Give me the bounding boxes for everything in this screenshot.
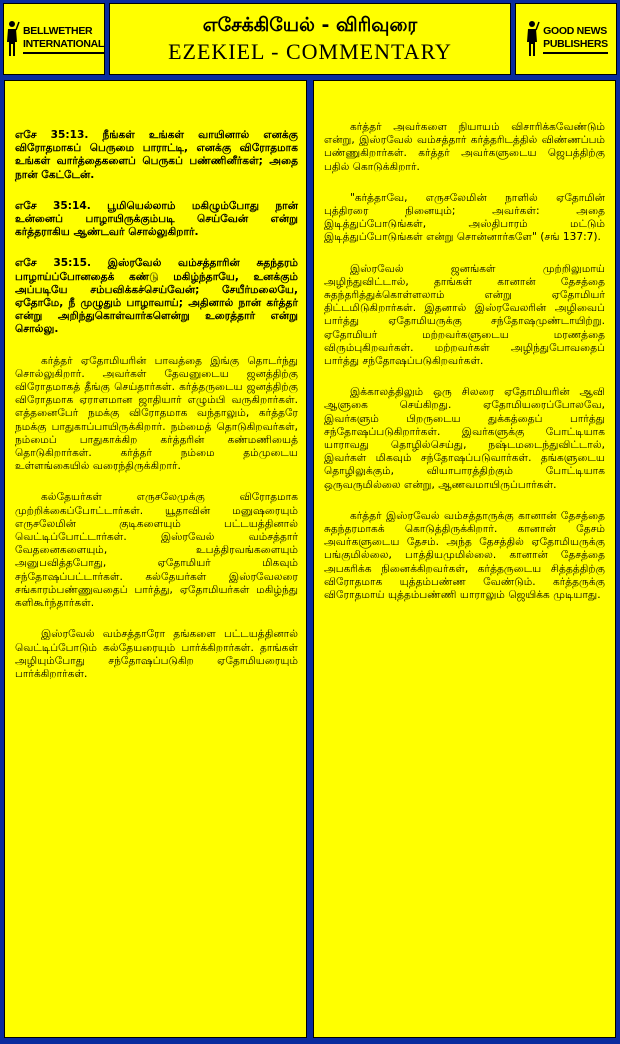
title-tamil: எசேக்கியேல் - விரிவுரை <box>202 14 418 36</box>
commentary-paragraph: இக்காலத்திலும் ஒரு சிலரை ஏதோமியரின் ஆவி ஆளுகை செய்கிறது. ஏதோமியரைப்போலவே, இவர்களும் பிறருடைய துக்கத்தைப் பார்த்து சந்தோஷப்படுகிறார்கள். இவர்களுக்கு போட்டியாக யாராவது தொழில்செய்து, நஷ்டமடைந்துவிட்டால், இவர்கள் மிகவும் சந்தோஷப்படுவார்கள். தங்களுடைய தொழிலுக்கும், வியாபாரத்திற்கும் போட்டியாக ஒருவருமில்லை என்று, ஆணவமாயிருப்பார்கள். <box>324 386 605 491</box>
verse-35-14: எசே 35:14. பூமியெல்லாம் மகிழும்போது நான் உன்னைப் பாழாயிருக்கும்படி செய்வேன் என்று கர்த்தராகிய ஆண்டவர் சொல்லுகிறார். <box>15 199 298 239</box>
bellwether-line2: INTERNATIONAL <box>22 37 105 50</box>
page-header <box>3 3 617 75</box>
psalm-quote: "கர்த்தாவே, எருசலேமின் நாளில் ஏதோமின் புத்திரரை நினையும்; அவர்கள்: அதை இடித்துப்போடுங்கள், அஸ்திபாரம் மட்டும் இடித்துப்போடுங்கள் என்று சொன்னார்களே" (சங் 137:7). <box>324 191 605 244</box>
commentary-paragraph: இஸ்ரவேல் ஜனங்கள் முற்றிலுமாய் அழிந்துவிட்டால், தாங்கள் கானான் தேசத்தை சுதந்தரித்துக்கொள்ளலாம் என்று ஏதோமியர் திட்டமிடுகிறார்கள். இதனால் இஸ்ரவேலரின் அழிவைப் பார்த்து ஏதோமியருக்கு சந்தோஷமுண்டாயிற்று. ஏதோமியர் மற்றவர்களுடைய மரணத்தை விரும்புகிறவர்கள். மற்றவர்கள் அழிந்துபோவதைப் பார்த்து சந்தோஷப்படுகிறவர்கள். <box>324 262 605 368</box>
good-news-logo <box>515 3 617 75</box>
commentary-paragraph: கர்த்தர் அவர்களை நியாயம் விசாரிக்கவேண்டும் என்று, இஸ்ரவேல் வம்சத்தார் கர்த்தரிடத்தில் விண்ணப்பம் பண்ணுகிறார்கள். கர்த்தர் அவர்களுடைய ஜெபத்திற்கு பதில் கொடுக்கிறார். <box>324 121 605 173</box>
verse-35-15: எசே 35:15. இஸ்ரவேல் வம்சத்தாரின் சுதந்தரம் பாழாய்ப்போனதைக் கண்டு மகிழ்ந்தாயே, உனக்கும் அப்படியே சம்பவிக்கச்செய்வேன்; சேயீர்மலையே, ஏதோமே, நீ முழுதும் பாழாவாய்; அதினால் நான் கர்த்தர் என்று அறிந்துகொள்வார்களென்று உரைத்தார் என்று சொல்லு. <box>15 257 298 336</box>
bellwether-figure-icon <box>4 20 20 58</box>
commentary-paragraph: இஸ்ரவேல் வம்சத்தாரோ தங்களை பட்டயத்தினால் வெட்டிப்போடும் கல்தேயரையும் பார்க்கிறார்கள். தாங்கள் அழியும்போது சந்தோஷப்படுகிற ஏதோமியரையும் பார்க்கிறார்கள். <box>15 628 298 680</box>
good-news-line2: PUBLISHERS <box>543 37 608 50</box>
commentary-paragraph: கர்த்தர் ஏதோமியரின் பாவத்தை இங்கு தொடர்ந்து சொல்லுகிறார். அவர்கள் தேவனுடைய ஜனத்திற்கு விரோதமாகத் தீங்கு செய்தார்கள். கர்த்தருடைய ஜனத்திற்கு விரோதமாக ஏராளமான ஜாதியார் எழும்பி வருகிறார்கள். எத்தனைபேர் நமக்கு விரோதமாக வந்தாலும், கர்த்தரே நமக்கு பாதுகாப்பாயிருக்கிறார். நம்மைத் தொடுகிறவர்கள், நம்மைப் பாதுகாக்கிற கர்த்தரின் கண்மணியைத் தொடுகிறார்கள். கர்த்தர் நம்மை தம்முடைய உள்ளங்கையில் வரைந்திருக்கிறார். <box>15 354 298 473</box>
right-column <box>313 80 616 1038</box>
verse-35-13: எசே 35:13. நீங்கள் உங்கள் வாயினால் எனக்கு விரோதமாகப் பெருமை பாராட்டி, எனக்கு விரோதமாக உங்கள் வார்த்தைகளைப் பெருகப் பண்ணினீர்கள்; அதை நான் கேட்டேன். <box>15 129 298 181</box>
good-news-line1: GOOD NEWS <box>543 24 607 37</box>
commentary-paragraph: கர்த்தர் இஸ்ரவேல் வம்சத்தாருக்கு கானான் தேசத்தை சுதந்தரமாகக் கொடுத்திருக்கிறார். கானான் தேசம் அவர்களுடைய தேசம். அந்த தேசத்தில் ஏதோமியருக்கு பங்குமில்லை, பாத்தியமுமில்லை. கானான் தேசத்தை அபகரிக்க நினைக்கிறவர்கள், கர்த்தருடைய சித்தத்திற்கு விரோதமாக யுத்தம்பண்ண வேண்டும். கர்த்தருக்கு விரோதமாய் யுத்தம்பண்ணி யாராலும் ஜெயிக்க முடியாது. <box>324 509 605 602</box>
bellwether-logo <box>3 3 105 75</box>
commentary-paragraph: கல்தேயர்கள் எருசலேமுக்கு விரோதமாக முற்றிக்கைப்போட்டார்கள். யூதாவின் மனுஷரையும் எருசலேமின் குடிகளையும் பட்டயத்தினால் வெட்டிப்போட்டார்கள். இஸ்ரவேல் வம்சத்தார் வேதனைகளையும், உபத்திரவங்களையும் அனுபவித்தபோது, ஏதோமியர் மிகவும் சந்தோஷப்பட்டார்கள். கல்தேயர்கள் இஸ்ரவேலரை சங்காரம்பண்ணுவதைப் பார்த்து, ஏதோமியர்கள் மகிழ்ந்து களிகூர்ந்தார்கள். <box>15 491 298 610</box>
good-news-figure-icon <box>524 20 540 58</box>
bellwether-line1: BELLWETHER <box>22 24 93 37</box>
title-english: EZEKIEL - COMMENTARY <box>168 39 452 64</box>
left-column <box>4 80 307 1038</box>
title-box <box>109 3 511 75</box>
